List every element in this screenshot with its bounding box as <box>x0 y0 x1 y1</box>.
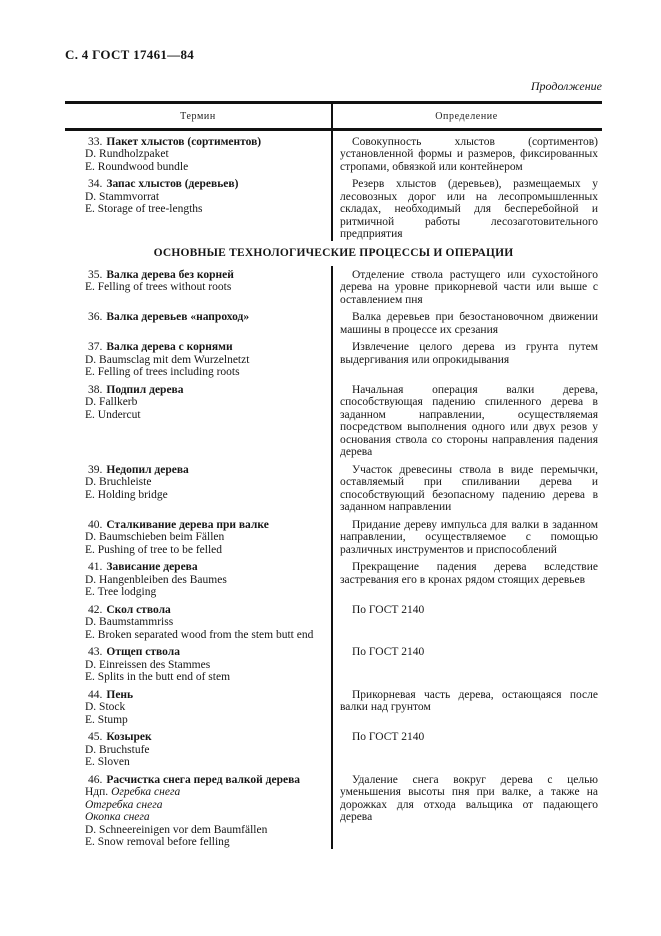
term-line-text: E. Holding bridge <box>85 488 168 501</box>
term-heading <box>85 464 327 477</box>
definition-text: Участок древесины ствола в виде перемычки, оставляемый при спиливании дерева и способствующий безопасному падению дерева в заданном направлении <box>340 463 598 513</box>
definition-text: Извлечение целого дерева из грунта путем выдергивания или опрокидывания <box>340 341 598 366</box>
term-line-text: D. Rundholzpaket <box>85 148 169 160</box>
term-line-text: E. Snow removal before felling <box>85 836 230 848</box>
inadmissible-label: Ндп. <box>85 786 112 798</box>
definition-text: Совокупность хлыстов (сортиментов) установленной формы и размеров, фиксированных стропами, обвязкой или контейнером <box>340 135 598 173</box>
term-line-text: E. Broken separated wood from the stem butt end <box>85 628 314 641</box>
term-line-text: Отгребка снега <box>85 798 163 811</box>
term-translation-line <box>85 396 327 409</box>
definition-text: По ГОСТ 2140 <box>352 731 425 743</box>
term-translation-line <box>85 616 327 629</box>
term-line-text: E. Felling of trees without roots <box>85 281 232 293</box>
term-title: Запас хлыстов (деревьев) <box>106 178 239 190</box>
definition-cell <box>331 178 602 241</box>
table-row <box>65 178 602 241</box>
table-section-top <box>65 131 602 241</box>
term-heading <box>85 136 327 149</box>
definition-text: Начальная операция валки дерева, способствующая падению спиленного дерева в заданном направлении, осуществляемая посредством выполнения одного или двух резов у основания ствола со стороны направления падения дерева <box>340 383 598 458</box>
term-cell <box>65 689 331 727</box>
table-row <box>65 269 602 307</box>
table-row <box>65 136 602 174</box>
term-translation-line <box>85 161 327 174</box>
term-title: Подпил дерева <box>106 383 184 396</box>
term-cell <box>65 561 331 599</box>
term-line-text: Огребка снега <box>111 786 181 798</box>
term-number: 44. <box>88 688 103 701</box>
term-line-text: D. Schneereinigen vor dem Baumfällen <box>85 823 268 836</box>
term-heading <box>85 646 327 659</box>
term-cell <box>65 136 331 174</box>
term-line-text: E. Undercut <box>85 408 141 421</box>
table-row <box>65 519 602 557</box>
page-content <box>65 0 602 854</box>
term-line-text: E. Roundwood bundle <box>85 160 189 173</box>
term-number: 43. <box>88 646 103 658</box>
table-row <box>65 604 602 642</box>
term-title: Расчистка снега перед валкой дерева <box>106 773 301 786</box>
term-cell <box>65 384 331 422</box>
definition-cell <box>331 689 602 714</box>
term-heading <box>85 604 327 617</box>
term-translation-line <box>85 544 327 557</box>
table-rows <box>65 136 602 241</box>
definition-text: По ГОСТ 2140 <box>352 646 425 658</box>
table-row <box>65 646 602 684</box>
definition-text: Прикорневая часть дерева, остающаяся после валки над грунтом <box>340 688 598 713</box>
term-cell <box>65 311 331 324</box>
definition-cell <box>331 464 602 514</box>
definition-text: Валка деревьев при безостановочном движении машины в процессе их срезания <box>340 311 598 336</box>
term-number: 39. <box>88 463 103 476</box>
term-heading <box>85 561 327 574</box>
definition-cell <box>331 561 602 586</box>
table-row <box>65 311 602 336</box>
term-number: 38. <box>88 383 103 396</box>
term-number: 33. <box>88 135 103 148</box>
term-line-text: E. Felling of trees including roots <box>85 366 240 378</box>
term-translation-line <box>85 476 327 489</box>
term-heading <box>85 341 327 354</box>
table-row <box>65 384 602 459</box>
term-heading <box>85 384 327 397</box>
term-number: 40. <box>88 518 103 531</box>
term-line-text: D. Einreissen des Stammes <box>85 658 211 671</box>
table-row <box>65 689 602 727</box>
term-number: 37. <box>88 341 103 353</box>
term-heading <box>85 269 327 282</box>
term-translation-line <box>85 659 327 672</box>
definition-cell <box>331 341 602 366</box>
term-number: 36. <box>88 311 103 323</box>
definition-text: Удаление снега вокруг дерева с целью уменьшения высоты пня при валке, а также на дорожках для отхода вальщика от падающего дерева <box>340 773 598 823</box>
term-synonym-line <box>85 786 327 799</box>
definition-cell <box>331 774 602 824</box>
term-translation-line <box>85 148 327 161</box>
term-cell <box>65 774 331 849</box>
term-translation-line <box>85 203 327 216</box>
term-line-text: D. Baumstammriss <box>85 616 174 628</box>
term-title: Сталкивание дерева при валке <box>106 518 269 531</box>
term-column-header: Термин <box>180 110 216 122</box>
term-line-text: E. Storage of tree-lengths <box>85 203 203 215</box>
term-translation-line <box>85 629 327 642</box>
term-cell <box>65 646 331 684</box>
table-row <box>65 341 602 379</box>
term-translation-line <box>85 366 327 379</box>
term-number: 41. <box>88 561 103 573</box>
definition-cell <box>331 136 602 174</box>
term-title: Валка дерева с корнями <box>106 341 233 353</box>
term-translation-line <box>85 489 327 502</box>
section-title: ОСНОВНЫЕ ТЕХНОЛОГИЧЕСКИЕ ПРОЦЕССЫ И ОПЕРАЦИИ <box>153 246 514 259</box>
term-synonym-line <box>85 799 327 812</box>
definition-text: Отделение ствола растущего или сухостойного дерева на уровне прикорневой части или выше с оставлением пня <box>340 268 598 306</box>
definition-cell <box>331 269 602 307</box>
term-number: 42. <box>88 603 103 616</box>
term-translation-line <box>85 671 327 684</box>
definition-column-header: Определение <box>435 110 498 122</box>
term-line-text: E. Tree lodging <box>85 586 157 598</box>
term-heading <box>85 178 327 191</box>
term-heading <box>85 774 327 787</box>
term-line-text: D. Baumschieben beim Fällen <box>85 531 225 543</box>
column-divider <box>331 104 333 128</box>
term-title: Пень <box>106 688 134 701</box>
term-line-text: E. Splits in the butt end of stem <box>85 671 231 683</box>
term-title: Валка дерева без корней <box>106 268 234 281</box>
term-translation-line <box>85 531 327 544</box>
term-number: 46. <box>88 773 103 786</box>
term-translation-line <box>85 354 327 367</box>
term-cell <box>65 341 331 379</box>
term-line-text: D. Fallkerb <box>85 396 138 408</box>
term-translation-line <box>85 744 327 757</box>
term-line-text: D. Bruchstufe <box>85 743 150 756</box>
definition-text: По ГОСТ 2140 <box>352 603 425 616</box>
term-translation-line <box>85 756 327 769</box>
definition-text: Резерв хлыстов (деревьев), размещаемых у лесовозных дорог или на лесопромышленных складах, необходимый для бесперебойной и ритмичной работы лесозаготовительного предприятия <box>340 178 598 240</box>
term-title: Зависание дерева <box>106 561 198 573</box>
term-title: Козырек <box>106 731 152 743</box>
term-line-text: D. Hangenbleiben des Baumes <box>85 573 227 586</box>
term-line-text: E. Sloven <box>85 756 130 768</box>
term-heading <box>85 731 327 744</box>
table-rows <box>65 269 602 849</box>
table-row <box>65 774 602 849</box>
term-translation-line <box>85 701 327 714</box>
term-number: 45. <box>88 731 103 743</box>
term-synonym-line <box>85 811 327 824</box>
term-line-text: D. Bruchleiste <box>85 476 152 488</box>
term-translation-line <box>85 586 327 599</box>
table-row <box>65 731 602 769</box>
term-translation-line <box>85 191 327 204</box>
term-translation-line <box>85 836 327 849</box>
definition-cell <box>331 311 602 336</box>
term-translation-line <box>85 714 327 727</box>
term-translation-line <box>85 409 327 422</box>
term-number: 35. <box>88 268 103 281</box>
table-header-row <box>65 104 602 128</box>
term-number: 34. <box>88 178 103 190</box>
term-cell <box>65 464 331 502</box>
definition-text: Прекращение падения дерева вследствие застревания его в кронах рядом стоящих деревьев <box>340 561 598 586</box>
term-title: Недопил дерева <box>106 463 189 476</box>
term-heading <box>85 519 327 532</box>
term-line-text: Окопка снега <box>85 811 150 823</box>
term-line-text: D. Baumsclag mit dem Wurzelnetzt <box>85 353 250 366</box>
term-heading <box>85 311 327 324</box>
term-line-text: D. Stammvorrat <box>85 190 160 203</box>
table-row <box>65 561 602 599</box>
term-title: Пакет хлыстов (сортиментов) <box>106 135 262 148</box>
term-translation-line <box>85 824 327 837</box>
term-cell <box>65 269 331 294</box>
definition-cell <box>331 646 602 659</box>
definition-cell <box>331 731 602 744</box>
definition-cell <box>331 519 602 557</box>
term-title: Валка деревьев «напроход» <box>106 311 250 323</box>
definition-cell <box>331 604 602 617</box>
term-title: Скол ствола <box>106 603 171 616</box>
table-row <box>65 464 602 514</box>
term-cell <box>65 519 331 557</box>
term-translation-line <box>85 281 327 294</box>
definition-text: Придание дереву импульса для валки в заданном направлении, осуществляемое с помощью различных инструментов и приспособлений <box>340 518 598 556</box>
term-line-text: D. Stock <box>85 701 126 713</box>
continuation-label: Продолжение <box>530 79 602 93</box>
term-cell <box>65 604 331 642</box>
page-header: С. 4 ГОСТ 17461—84 <box>65 47 195 62</box>
term-line-text: E. Pushing of tree to be felled <box>85 543 223 556</box>
term-title: Отщеп ствола <box>106 646 180 658</box>
table-section-bottom <box>65 266 602 849</box>
term-cell <box>65 178 331 216</box>
definition-cell <box>331 384 602 459</box>
term-cell <box>65 731 331 769</box>
term-heading <box>85 689 327 702</box>
term-line-text: E. Stump <box>85 713 128 726</box>
term-translation-line <box>85 574 327 587</box>
